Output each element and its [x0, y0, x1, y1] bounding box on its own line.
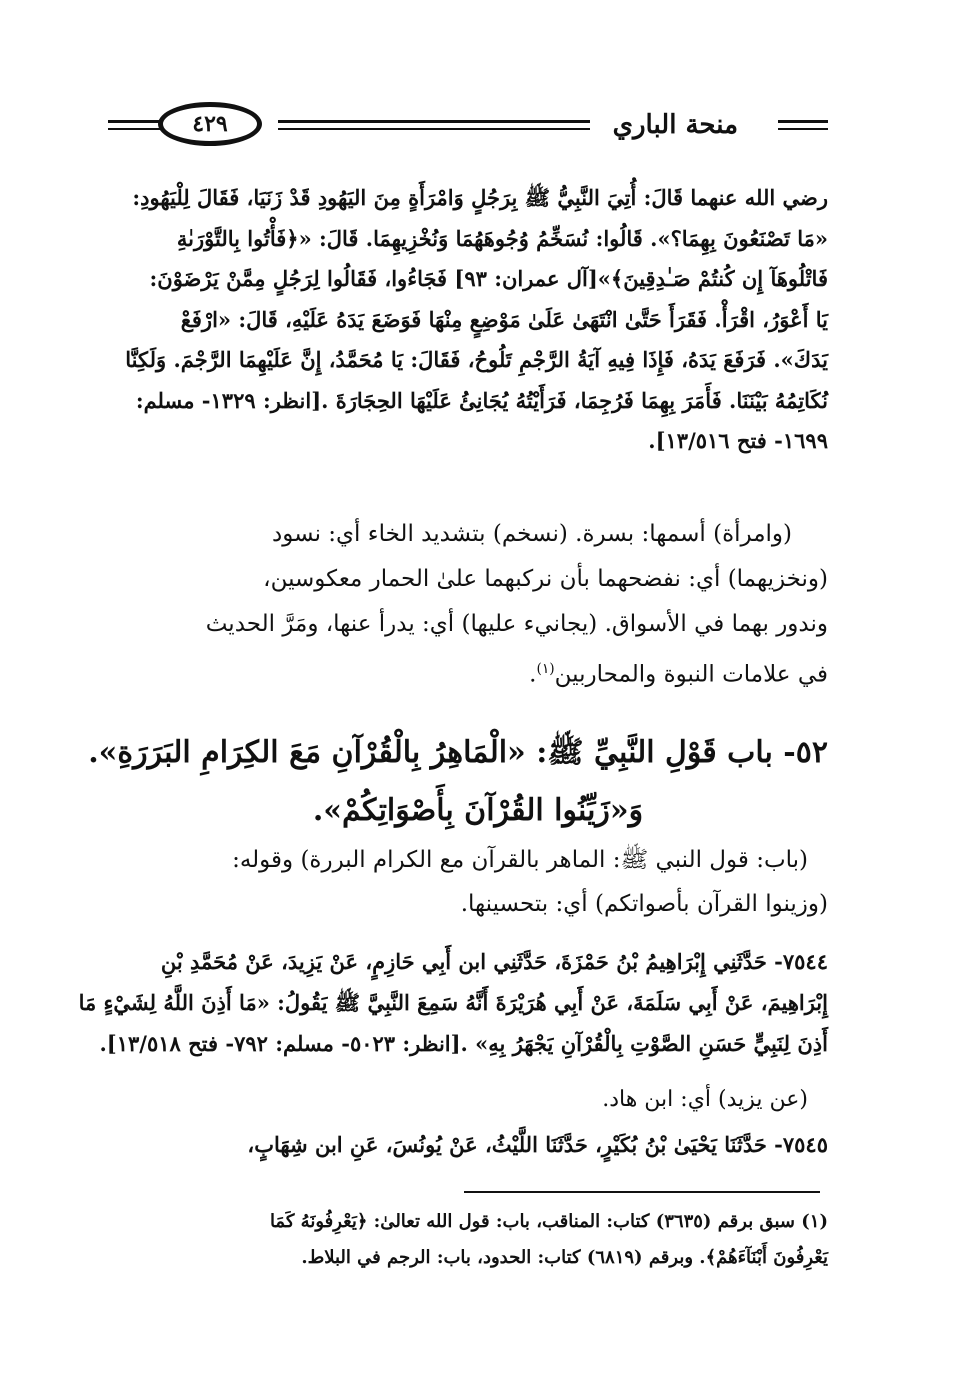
footnote-reference[interactable]: (١) [536, 661, 555, 677]
header-rule-left [108, 120, 160, 123]
text-line: (وزينوا القرآن بأصواتكم) أي: بتحسينها. [460, 891, 828, 917]
chapter-heading [88, 724, 828, 840]
text-line: يَدَكَ». فَرَفَعَ يَدَهُ، فَإِذَا فِيهِ آيَةُ الرَّجْمِ تَلُوحُ، فَقَالَ: يَا مُحَمَّدُ، إِنَّ عَلَيْهِمَا الرَّجْمَ. وَلَكِنَّا [125, 347, 828, 372]
header-rule-right-2 [778, 128, 828, 130]
chapter-heading-line: ٥٢- باب قَوْلِ النَّبِيِّ ﷺ: «الْمَاهِرُ بِالْقُرْآنِ مَعَ الكِرَامِ البَرَرَةِ». [88, 735, 828, 770]
header-rule-middle [278, 120, 590, 123]
hadith-text-7544 [78, 941, 828, 1064]
text-line: ٧٥٤٥- حَدَّثَنَا يَحْيَىٰ بْنُ بُكَيْرٍ، حَدَّثَنَا اللَّيْثُ، عَنْ يُونُسَ، عَنِ ابن شِهَابٍ، [247, 1132, 828, 1157]
text-line: وندور بهما في الأسواق. (يجانيء عليها) أي: يدرأ عنها، ومَرَّ الحديث [205, 611, 828, 637]
text-line: إِبْرَاهِيمَ، عَنْ أَبِي سَلَمَةَ، عَنْ أَبِي هُرَيْرَةَ أَنَّهُ سَمِعَ النَّبِيَّ ﷺ يَقُولُ: «مَا أَذِنَ اللَّهُ لِشَيْءٍ مَا [78, 990, 828, 1015]
text-line: (ونخزيهما) أي: نفضحهما بأن نركبهما علىٰ الحمار معكوسين، [263, 566, 828, 592]
text-line: فَاتْلُوهَآ إِن كُنتُمْ صَـٰدِقِينَ﴾»[آل عمران: ٩٣] فَجَاءُوا، فَقَالُوا لِرَجُلٍ مِمَّنْ يَرْضَوْنَ: [149, 266, 828, 291]
text-line: ١٦٩٩- فتح ١٣/٥١٦]. [648, 428, 828, 453]
hadith-text-7543 [125, 178, 828, 462]
text-line: أَذِنَ لِنَبِيٍّ حَسَنِ الصَّوْتِ بِالْقُرْآنِ يَجْهَرُ بِهِ» .[انظر: ٥٠٢٣- مسلم: ٧٩٢- فتح ١٣/٥١٨]. [99, 1031, 828, 1056]
header-rule-right [778, 120, 828, 123]
text-line: (باب: قول النبي ﷺ: الماهر بالقرآن مع الكرام البررة) وقوله: [232, 847, 808, 873]
text-line-with-footnote [128, 647, 828, 698]
text-line: (عن يزيد) أي: ابن هاد. [602, 1087, 808, 1112]
commentary-paragraph [128, 512, 828, 698]
commentary-line [128, 1080, 828, 1120]
footnotes [128, 1204, 828, 1276]
header-rule-left-2 [108, 128, 160, 130]
text-line: رضي الله عنهما قَالَ: أُتِيَ النَّبِيُّ ﷺ بِرَجُلٍ وَامْرَأَةٍ مِنَ اليَهُودِ قَدْ زَنَيَا، فَقَالَ لِلْيَهُودِ: [132, 185, 828, 210]
text-line: ٧٥٤٤- حَدَّثَنِي إِبْرَاهِيمُ بْنُ حَمْزَةَ، حَدَّثَنِي ابن أَبِي حَازِمٍ، عَنْ يَزِيدَ، عَنْ مُحَمَّدِ بْنِ [160, 949, 828, 974]
book-title: منحة الباري [612, 110, 738, 140]
footnote-separator [464, 1191, 820, 1193]
footnote-line: (١) سبق برقم (٣٦٣٥) كتاب: المناقب، باب: قول الله تعالىٰ: ﴿يَعْرِفُونَهُ كَمَا [269, 1211, 828, 1232]
text-fragment: في علامات النبوة والمحاربين [554, 661, 828, 688]
text-line: «مَا تَصْنَعُونَ بِهِمَا؟». قَالُوا: نُسَخِّمُ وُجُوهَهُمَا وَنُخْزِيهِمَا. قَالَ: «﴿فَأْتُوا بِالتَّوْرَىٰةِ [176, 225, 828, 251]
text-line: نُكَاتِمُهُ بَيْنَنَا. فَأَمَرَ بِهِمَا فَرُجِمَا، فَرَأَيْتُهُ يُجَانِئُ عَلَيْهَا الحِجَارَةَ .[انظر: ١٣٢٩- مسلم: [135, 387, 828, 413]
chapter-heading-line: وَ«زَيِّنُوا القُرْآنَ بِأَصْوَاتِكُمْ». [312, 793, 644, 828]
hadith-text-7545 [128, 1125, 828, 1165]
header-rule-middle-2 [278, 128, 590, 130]
text-line: (وامرأة) أسمها: بسرة. (نسخم) بتشديد الخاء أي: نسود [271, 521, 792, 547]
chapter-explanation [128, 838, 828, 926]
page-header [108, 100, 828, 162]
end-punctuation: . [529, 661, 537, 688]
footnote-line: يَعْرِفُونَ أَبْنَآءَهُمْ﴾. وبرقم (٦٨١٩) كتاب: الحدود، باب: الرجم في البلاط. [301, 1247, 828, 1268]
page-number: ٤٢٩ [158, 102, 262, 146]
text-line: يَا أَعْوَرُ، اقْرَأْ. فَقَرَأَ حَتَّىٰ انْتَهَىٰ عَلَىٰ مَوْضِعٍ مِنْهَا فَوَضَعَ يَدَهُ عَلَيْهِ، قَالَ: «ارْفَعْ [180, 306, 828, 332]
